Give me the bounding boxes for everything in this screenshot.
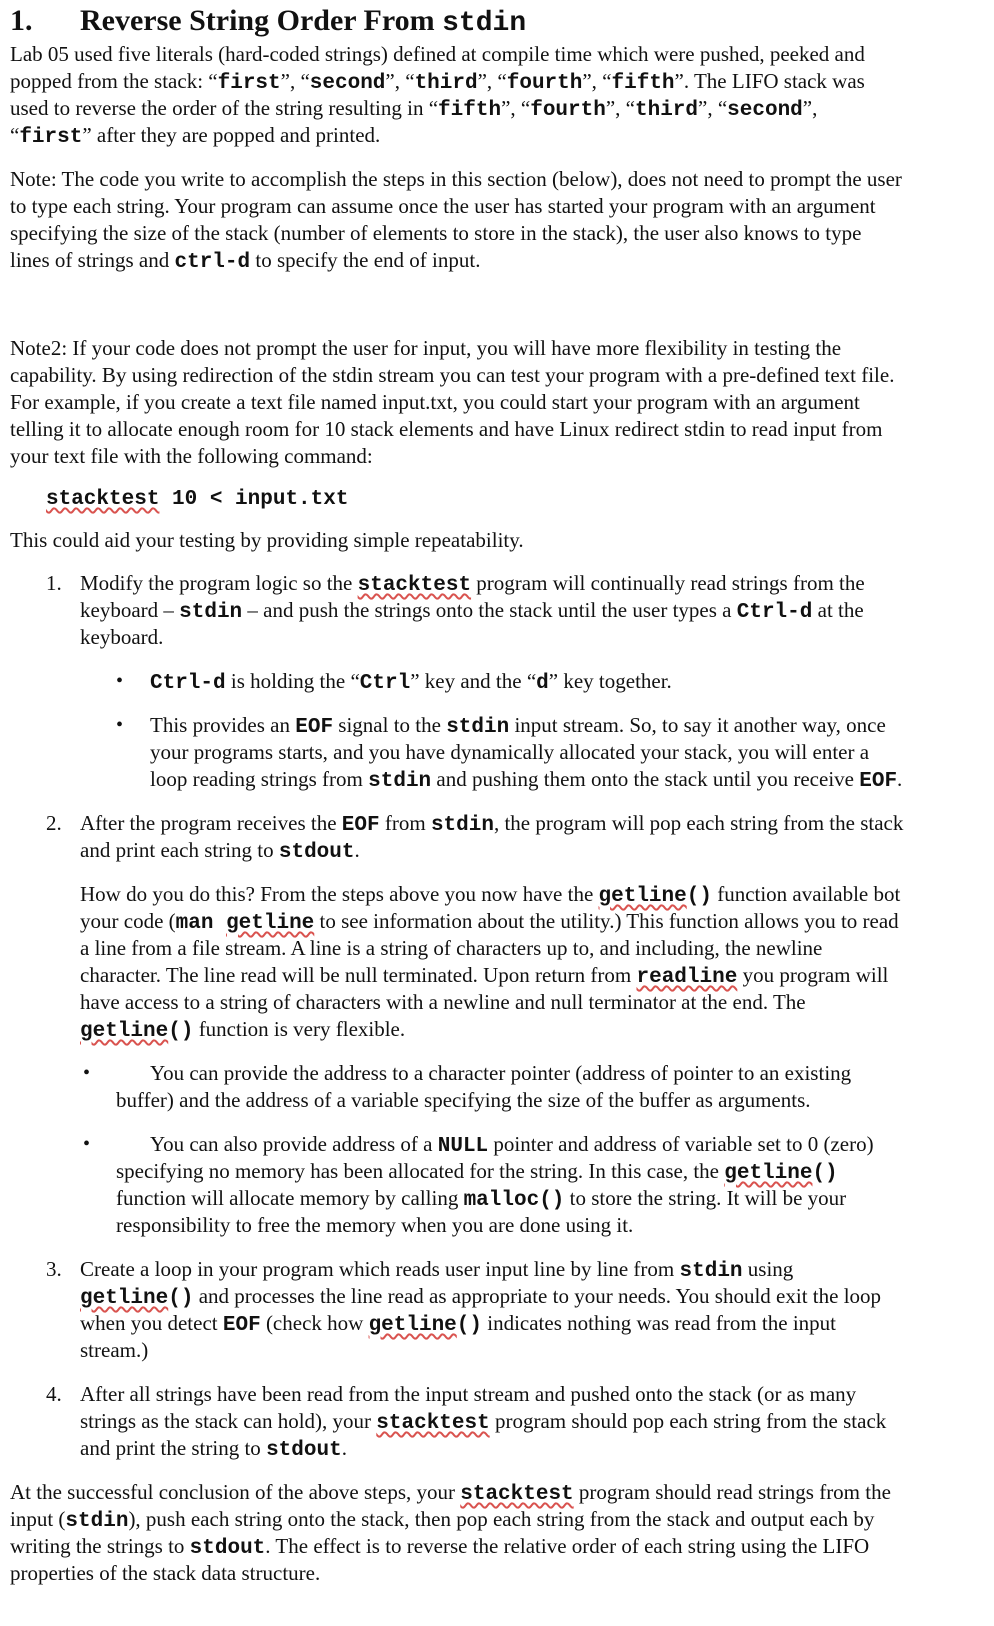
conclusion-line: input (stdin), push each string onto the stack, then pop each string from the stack and output each by [10,1507,875,1533]
step-number: 2. [46,811,62,835]
section-title-code: stdin [442,8,527,39]
step-number: 3. [46,1257,62,1281]
intro-line: used to reverse the order of the string resulting in “fifth”, “fourth”, “third”, “second”, [10,96,818,122]
intro-line: Lab 05 used five literals (hard-coded strings) defined at compile time which were pushed, peeked and [10,42,865,66]
step3-line: Create a loop in your program which reads user input line by line from stdin using [80,1257,794,1283]
bullet-dot: • [83,1133,91,1155]
step-number: 4. [46,1382,62,1406]
example-command: stacktest 10 < input.txt [46,488,349,511]
bullet-text: responsibility to free the memory when you are done using it. [116,1213,634,1237]
step3-line: stream.) [80,1338,149,1362]
bullet-text: your programs starts, and you have dynamically allocated your stack, you will enter a [150,740,870,764]
bullet-text: buffer) and the address of a variable specifying the size of the buffer as arguments. [116,1088,811,1112]
conclusion-line: properties of the stack data structure. [10,1561,321,1585]
bullet-text: This provides an EOF signal to the stdin input stream. So, to say it another way, once [150,713,886,739]
section-heading [10,2,526,43]
step4-line: After all strings have been read from the input stream and pushed onto the stack (or as many [80,1382,857,1406]
note2-line: your text file with the following command: [10,444,373,468]
section-title: Reverse String Order From [80,4,443,37]
step2-line: and print each string to stdout. [80,838,360,864]
note2-line: telling it to allocate enough room for 10 stack elements and have Linux redirect stdin to read input from [10,417,883,441]
note1-line: specifying the size of the stack (number of elements to store in the stack), the user also knows to type [10,221,862,245]
intro-line: “first” after they are popped and printed. [10,123,381,149]
bullet-dot: • [83,1062,91,1084]
step3-line: when you detect EOF (check how getline() indicates nothing was read from the input [80,1311,836,1337]
section-number: 1. [10,4,33,37]
howto-line: have access to a string of characters with a newline and null terminator at the end. The [80,990,806,1014]
howto-line: your code (man getline to see information about the utility.) This function allows you to read [80,909,899,935]
note2-line: capability. By using redirection of the stdin stream you can test your program with a pre-defined text file. [10,363,895,387]
bullet-text: You can also provide address of a NULL pointer and address of variable set to 0 (zero) [150,1132,874,1158]
step4-line: and print the string to stdout. [80,1436,347,1462]
step1-line: keyboard – stdin – and push the strings onto the stack until the user types a Ctrl-d at the [80,598,864,624]
note1-line: Note: The code you write to accomplish the steps in this section (below), does not need to prompt the user [10,167,902,191]
step4-line: strings as the stack can hold), your stacktest program should pop each string from the stack [80,1409,887,1435]
bullet-text: specifying no memory has been allocated for the string. In this case, the getline() [116,1159,838,1185]
note2-line: For example, if you create a text file named input.txt, you could start your program with an argument [10,390,860,414]
step1-line: Modify the program logic so the stacktest program will continually read strings from the [80,571,865,597]
note1-line: to type each string. Your program can assume once the user has started your program with an argument [10,194,876,218]
bullet-dot: • [116,714,124,736]
bullet-dot: • [116,670,124,692]
howto-line: a line from a file stream. A line is a string of characters up to, and including, the newline [80,936,823,960]
bullet-text: You can provide the address to a character pointer (address of pointer to an existing [150,1061,852,1085]
step2-line: After the program receives the EOF from stdin, the program will pop each string from the stack [80,811,904,837]
bullet-text: loop reading strings from stdin and pushing them onto the stack until you receive EOF. [150,767,903,793]
howto-line: How do you do this? From the steps above you now have the getline() function available bot [80,882,901,908]
bullet-text: Ctrl-d is holding the “Ctrl” key and the “d” key together. [150,669,672,695]
howto-line: getline() function is very flexible. [80,1017,406,1043]
note1-line: lines of strings and ctrl-d to specify the end of input. [10,248,481,274]
note2-line: Note2: If your code does not prompt the user for input, you will have more flexibility in testing the [10,336,842,360]
conclusion-line: At the successful conclusion of the above steps, your stacktest program should read strings from the [10,1480,891,1506]
intro-line: popped from the stack: “first”, “second”, “third”, “fourth”, “fifth”. The LIFO stack was [10,69,865,95]
conclusion-line: writing the strings to stdout. The effect is to reverse the relative order of each string using the LIFO [10,1534,870,1560]
howto-line: character. The line read will be null terminated. Upon return from readline you program will [80,963,889,989]
repeatability-text: This could aid your testing by providing simple repeatability. [10,528,524,552]
step-number: 1. [46,571,62,595]
step3-line: getline() and processes the line read as appropriate to your needs. You should exit the loop [80,1284,882,1310]
bullet-text: function will allocate memory by calling malloc() to store the string. It will be your [116,1186,847,1212]
step1-line: keyboard. [80,625,164,649]
